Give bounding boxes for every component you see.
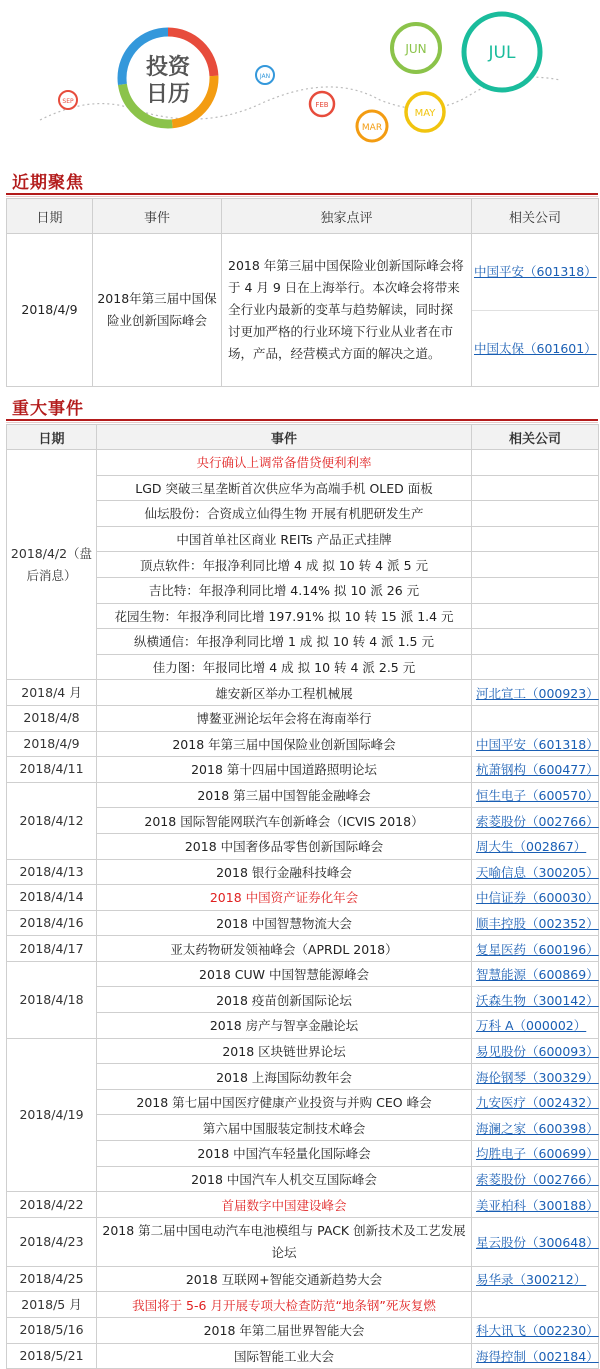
event-title: 首届数字中国建设峰会 — [97, 1192, 472, 1218]
logo-text-line2: 日历 — [145, 82, 191, 107]
focus-section-divider — [6, 193, 598, 195]
event-date: 2018/4/23 — [7, 1217, 97, 1266]
related-company-cell — [472, 1292, 599, 1318]
table-row — [7, 961, 599, 987]
company-link[interactable]: 万科 A（000002） — [476, 1018, 587, 1034]
month-mar — [357, 111, 387, 141]
company-link[interactable]: 科大讯飞（002230） — [476, 1323, 599, 1339]
svg-text:MAY: MAY — [414, 108, 436, 119]
table-row — [7, 450, 599, 476]
company-link[interactable]: 河北宣工（000923） — [476, 685, 599, 701]
event-date: 2018/4/12 — [7, 782, 97, 859]
focus-companies — [472, 234, 599, 387]
company-link[interactable]: 顺丰控股（002352） — [476, 915, 599, 931]
major-header-companies: 相关公司 — [472, 425, 599, 450]
table-row — [7, 782, 599, 808]
table-row — [7, 1292, 599, 1318]
table-row — [7, 885, 599, 911]
event-title: 顶点软件：年报净利同比增 4 成 拟 10 转 4 派 5 元 — [97, 552, 472, 578]
event-title: 2018 疫苗创新国际论坛 — [97, 987, 472, 1013]
related-company-cell — [472, 757, 599, 783]
related-company-cell — [472, 1141, 599, 1167]
focus-event: 2018年第三届中国保险业创新国际峰会 — [93, 234, 222, 387]
table-row — [7, 936, 599, 962]
company-link[interactable]: 智慧能源（600869） — [476, 967, 599, 983]
company-link[interactable]: 海澜之家（600398） — [476, 1120, 599, 1136]
table-row — [7, 910, 599, 936]
focus-header-companies: 相关公司 — [472, 199, 599, 234]
related-company-cell — [472, 833, 599, 859]
related-company-cell — [472, 1013, 599, 1039]
event-date: 2018/5/16 — [7, 1318, 97, 1344]
event-title: 2018 国际智能网联汽车创新峰会（ICVIS 2018） — [97, 808, 472, 834]
related-company-cell — [472, 680, 599, 706]
event-date: 2018/5 月 — [7, 1292, 97, 1318]
table-row — [7, 757, 599, 783]
event-title: 花园生物：年报净利同比增 197.91% 拟 10 转 15 派 1.4 元 — [97, 603, 472, 629]
month-jul — [464, 14, 540, 90]
company-link[interactable]: 沃森生物（300142） — [476, 992, 599, 1008]
event-date: 2018/4/11 — [7, 757, 97, 783]
event-title: 2018 上海国际幼教年会 — [97, 1064, 472, 1090]
company-link[interactable]: 均胜电子（600699） — [476, 1146, 599, 1162]
table-row — [7, 1266, 599, 1292]
major-header-row — [7, 425, 599, 450]
table-row — [7, 859, 599, 885]
event-title: 2018 房产与智享金融论坛 — [97, 1013, 472, 1039]
event-date: 2018/4/16 — [7, 910, 97, 936]
related-company-cell — [472, 705, 599, 731]
event-title: 2018 中国汽车人机交互国际峰会 — [97, 1166, 472, 1192]
event-title: 2018 区块链世界论坛 — [97, 1038, 472, 1064]
company-link[interactable]: 易华录（300212） — [476, 1272, 587, 1288]
event-date: 2018/4/18 — [7, 961, 97, 1038]
related-company-cell — [472, 961, 599, 987]
company-link[interactable]: 海得控制（002184） — [476, 1348, 599, 1364]
table-row — [7, 1318, 599, 1344]
related-company-cell — [472, 475, 599, 501]
event-title: 佳力图：年报同比增 4 成 拟 10 转 4 派 2.5 元 — [97, 654, 472, 680]
event-title: 仙坛股份：合资成立仙得生物 开展有机肥研发生产 — [97, 501, 472, 527]
related-company-cell — [472, 1266, 599, 1292]
event-date: 2018/4/9 — [7, 731, 97, 757]
related-company-cell — [472, 603, 599, 629]
related-company-cell — [472, 808, 599, 834]
month-jan — [256, 66, 274, 84]
related-company-cell — [472, 936, 599, 962]
svg-text:JUN: JUN — [405, 42, 427, 56]
table-row — [7, 705, 599, 731]
related-company-cell — [472, 1064, 599, 1090]
event-title: 国际智能工业大会 — [97, 1343, 472, 1369]
related-company-cell — [472, 501, 599, 527]
event-title: 博鳌亚洲论坛年会将在海南举行 — [97, 705, 472, 731]
event-date: 2018/5/21 — [7, 1343, 97, 1369]
table-row — [7, 1343, 599, 1369]
event-title: 第六届中国服装定制技术峰会 — [97, 1115, 472, 1141]
major-header-event: 事件 — [97, 425, 472, 450]
company-link[interactable]: 周大生（002867） — [476, 839, 587, 855]
event-date: 2018/4 月 — [7, 680, 97, 706]
event-title: 纵横通信：年报净利同比增 1 成 拟 10 转 4 派 1.5 元 — [97, 629, 472, 655]
focus-table — [6, 198, 599, 387]
event-title: 2018 第七届中国医疗健康产业投资与并购 CEO 峰会 — [97, 1089, 472, 1115]
company-link[interactable]: 复星医药（600196） — [476, 941, 599, 957]
company-link[interactable]: 美亚柏科（300188） — [476, 1197, 599, 1213]
event-title: 中国首单社区商业 REITs 产品正式挂牌 — [97, 526, 472, 552]
event-title: LGD 突破三星垄断首次供应华为高端手机 OLED 面板 — [97, 475, 472, 501]
event-date: 2018/4/8 — [7, 705, 97, 731]
related-company-cell — [472, 629, 599, 655]
focus-date: 2018/4/9 — [7, 234, 93, 387]
event-title: 央行确认上调常备借贷便利利率 — [97, 450, 472, 476]
table-row — [7, 1192, 599, 1218]
logo-ring — [122, 32, 214, 124]
related-company-cell — [472, 1038, 599, 1064]
event-title: 我国将于 5-6 月开展专项大检查防范“地条钢”死灰复燃 — [97, 1292, 472, 1318]
related-company-cell — [472, 552, 599, 578]
event-date: 2018/4/13 — [7, 859, 97, 885]
event-title: 2018 年第三届中国保险业创新国际峰会 — [97, 731, 472, 757]
focus-header-event: 事件 — [93, 199, 222, 234]
event-date: 2018/4/19 — [7, 1038, 97, 1192]
related-company-cell — [472, 526, 599, 552]
focus-section-title: 近期聚焦 — [12, 173, 84, 193]
event-title: 2018 第十四届中国道路照明论坛 — [97, 757, 472, 783]
major-section-divider — [6, 419, 598, 421]
company-link[interactable]: 九安医疗（002432） — [476, 1095, 599, 1111]
related-company-cell — [472, 859, 599, 885]
investment-calendar-banner — [0, 0, 600, 160]
focus-header-row — [7, 199, 599, 234]
focus-header-date: 日期 — [7, 199, 93, 234]
month-may — [406, 93, 444, 131]
event-title: 雄安新区举办工程机械展 — [97, 680, 472, 706]
related-company-cell — [472, 731, 599, 757]
related-company-cell — [472, 654, 599, 680]
related-company-cell — [472, 782, 599, 808]
event-date: 2018/4/14 — [7, 885, 97, 911]
focus-row — [7, 234, 599, 387]
company-link[interactable]: 海伦钢琴（300329） — [476, 1069, 599, 1085]
company-link[interactable]: 杭萧钢构（600477） — [476, 762, 599, 778]
related-company-cell — [472, 1318, 599, 1344]
focus-comment: 2018 年第三届中国保险业创新国际峰会将于 4 月 9 日在上海举行。本次峰会将带来全行业内最新的变革与趋势解读，同时探讨更加严格的行业环境下行业从业者在市场，产品，经营模式方面的解决之道。 — [222, 234, 472, 387]
month-sep — [59, 91, 77, 109]
event-title: 2018 第三届中国智能金融峰会 — [97, 782, 472, 808]
table-row — [7, 731, 599, 757]
svg-text:FEB: FEB — [315, 101, 329, 109]
related-company-cell — [472, 885, 599, 911]
event-title: 亚太药物研发领袖峰会（APRDL 2018） — [97, 936, 472, 962]
company-link[interactable]: 索菱股份（002766） — [476, 813, 599, 829]
company-link[interactable]: 星云股份（300648） — [476, 1234, 599, 1250]
related-company-cell — [472, 1217, 599, 1266]
svg-text:JUL: JUL — [488, 43, 516, 63]
event-date: 2018/4/2（盘后消息） — [7, 450, 97, 680]
company-link[interactable]: 索菱股份（002766） — [476, 1171, 599, 1187]
event-title: 2018 互联网+智能交通新趋势大会 — [97, 1266, 472, 1292]
company-link[interactable]: 中国平安（601318） — [474, 264, 597, 279]
company-link[interactable]: 中国平安（601318） — [476, 736, 599, 752]
major-header-date: 日期 — [7, 425, 97, 450]
month-feb — [310, 92, 334, 116]
event-title: 2018 中国奢侈品零售创新国际峰会 — [97, 833, 472, 859]
event-title: 2018 银行金融科技峰会 — [97, 859, 472, 885]
banner-graphic — [0, 0, 600, 160]
related-company-cell — [472, 577, 599, 603]
logo-text-line1: 投资 — [145, 55, 191, 80]
event-date: 2018/4/25 — [7, 1266, 97, 1292]
related-company-cell — [472, 1115, 599, 1141]
related-company-cell — [472, 1089, 599, 1115]
company-link[interactable]: 天喻信息（300205） — [476, 864, 599, 880]
related-company-cell — [472, 1343, 599, 1369]
event-title: 2018 年第二届世界智能大会 — [97, 1318, 472, 1344]
event-title: 2018 中国汽车轻量化国际峰会 — [97, 1141, 472, 1167]
company-link[interactable]: 中信证券（600030） — [476, 890, 599, 906]
event-date: 2018/4/22 — [7, 1192, 97, 1218]
table-row — [7, 680, 599, 706]
month-jun — [392, 24, 440, 72]
major-section-title: 重大事件 — [12, 399, 84, 419]
svg-text:MAR: MAR — [361, 123, 383, 133]
related-company-cell — [472, 450, 599, 476]
major-events-table — [6, 424, 599, 1369]
event-title: 2018 CUW 中国智慧能源峰会 — [97, 961, 472, 987]
event-title: 2018 中国资产证券化年会 — [97, 885, 472, 911]
company-link[interactable]: 恒生电子（600570） — [476, 788, 599, 804]
company-link[interactable]: 中国太保（601601） — [474, 340, 597, 356]
svg-text:SEP: SEP — [62, 98, 74, 105]
company-link[interactable]: 易见股份（600093） — [476, 1043, 599, 1059]
related-company-cell — [472, 1192, 599, 1218]
focus-header-comment: 独家点评 — [222, 199, 472, 234]
related-company-cell — [472, 910, 599, 936]
event-title: 吉比特：年报净利同比增 4.14% 拟 10 派 26 元 — [97, 577, 472, 603]
event-title: 2018 第二届中国电动汽车电池模组与 PACK 创新技术及工艺发展论坛 — [97, 1217, 472, 1266]
table-row — [7, 1038, 599, 1064]
related-company-cell — [472, 1166, 599, 1192]
related-company-cell — [472, 987, 599, 1013]
event-title: 2018 中国智慧物流大会 — [97, 910, 472, 936]
event-date: 2018/4/17 — [7, 936, 97, 962]
table-row — [7, 1217, 599, 1266]
svg-text:JAN: JAN — [259, 73, 271, 80]
